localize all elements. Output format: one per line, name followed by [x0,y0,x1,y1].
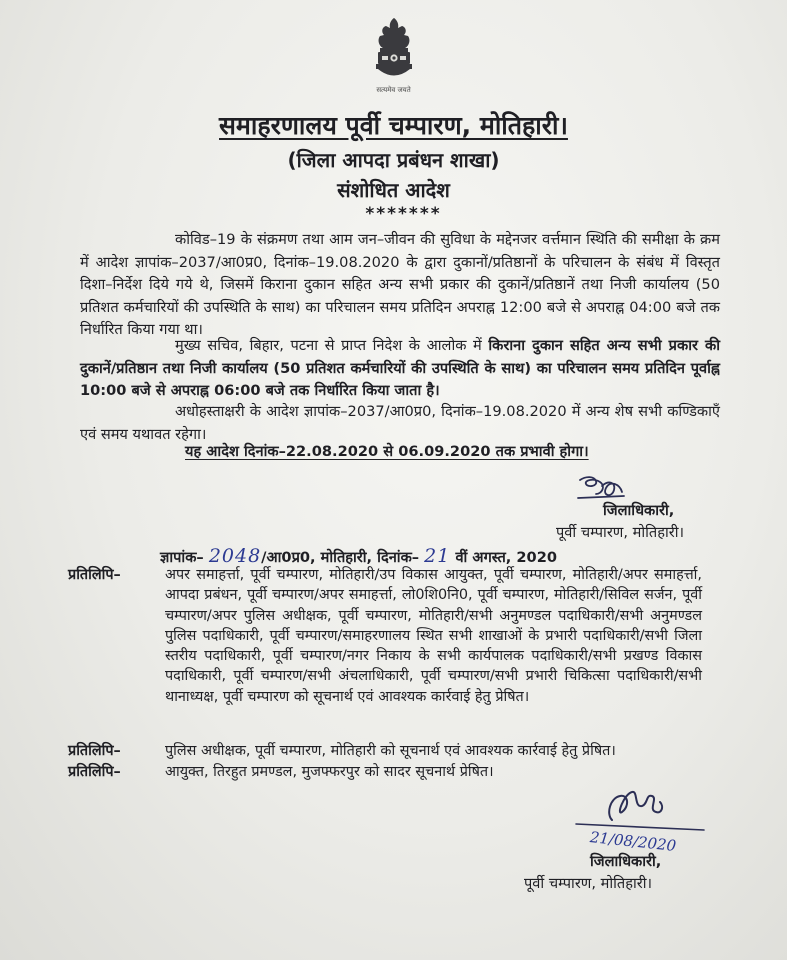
memo-date: वीं अगस्त, 2020 [450,549,558,566]
memo-line [160,545,557,567]
memo-day-handwritten: 21 [424,545,451,567]
separator: ******* [365,204,442,224]
paragraph-2 [80,335,720,403]
effective-period: यह आदेश दिनांक–22.08.2020 से 06.09.2020 तक प्रभावी होगा। [185,443,589,460]
copy-1-label: प्रतिलिपि– [68,567,121,583]
copy-1-text: अपर समाहर्त्ता, पूर्वी चम्पारण, मोतिहारी/उप विकास आयुक्त, पूर्वी चम्पारण, मोतिहारी/अपर समाहर्त्ता, आपदा प्रबंधन, पूर्वी चम्पारण/अपर समाहर्त्ता, लो0शि0नि0, पूर्वी चम्पारण, मोतिहारी/सिविल सर्जन, पूर्वी चम्पारण/अपर पुलिस अधीक्षक, पूर्वी चम्पारण, मोतिहारी/सभी अनुमण्डल पदाधिकारी/सभी अनुमण्डल पुलिस पदाधिकारी, पूर्वी चम्पारण/समाहरणालय स्थित सभी शाखाओं के प्रभारी पदाधिकारी/सभी जिला स्तरीय पदाधिकारी, पूर्वी चम्पारण/नगर निकाय के सभी कार्यपालक पदाधिकारी/सभी प्रखण्ड विकास पदाधिकारी, पूर्वी चम्पारण/सभी अंचलाधिकारी, पूर्वी चम्पारण/सभी प्रभारी चिकित्सा पदाधिकारी/सभी थानाध्यक्ष, पूर्वी चम्पारण को सूचनार्थ एवं आवश्यक कार्रवाई हेतु प्रेषित। [165,567,702,705]
signature-2-designation: जिलाधिकारी, [590,853,662,870]
memo-label: ज्ञापांक– [160,549,204,566]
memo-middle: /आ0प्र0, मोतिहारी, दिनांक– [261,549,420,566]
paragraph-2-bold: किराना दुकान सहित अन्य सभी प्रकार की दुकानें/प्रतिष्ठान तथा निजी कार्यालय (50 प्रतिशत कर्मचारियों की उपस्थिति के साथ) का परिचालन समय प्रतिदिन पूर्वाह्न 10:00 बजे से अपराह्न 06:00 बजे तक निर्धारित किया जाता है। [80,337,720,400]
branch-name: (जिला आपदा प्रबंधन शाखा) [287,148,500,172]
copy-3-text: आयुक्त, तिरहुत प्रमण्डल, मुजफ्फरपुर को सादर सूचनार्थ प्रेषित। [165,764,494,780]
signature-1-place: पूर्वी चम्पारण, मोतिहारी। [556,524,685,541]
national-emblem [366,16,422,86]
copy-2-text: पुलिस अधीक्षक, पूर्वी चम्पारण, मोतिहारी को सूचनार्थ एवं आवश्यक कार्रवाई हेतु प्रेषित। [165,743,616,759]
copy-2-label: प्रतिलिपि– [68,743,121,759]
document-type: संशोधित आदेश [337,178,450,202]
signature-2-place: पूर्वी चम्पारण, मोतिहारी। [524,875,653,892]
copy-3-label: प्रतिलिपि– [68,764,121,780]
memo-number-handwritten: 2048 [208,545,262,567]
paragraph-2-normal: मुख्य सचिव, बिहार, पटना से प्राप्त निदेश के आलोक में [175,337,489,354]
paragraph-3: अधोहस्ताक्षरी के आदेश ज्ञापांक–2037/आ0प्र0, दिनांक–19.08.2020 में अन्य शेष सभी कण्डिकाएँ एवं समय यथावत रहेगा। [80,403,720,443]
emblem-motto: सत्यमेव जयते [376,86,411,94]
signature-1-designation: जिलाधिकारी, [603,502,675,519]
signature-2-handwritten-date: 21/08/2020 [589,828,677,855]
paragraph-1: कोविड–19 के संक्रमण तथा आम जन–जीवन की सुविधा के मद्देनजर वर्त्तमान स्थिति की समीक्षा के क्रम में आदेश ज्ञापांक–2037/आ0प्र0, दिनांक–19.08.2020 के द्वारा दुकानों/प्रतिष्ठानों के परिचालन के संबंध में विस्तृत दिशा–निर्देश दिये गये थे, जिसमें किराना दुकान सहित अन्य सभी प्रकार की दुकानें/प्रतिष्ठानें तथा निजी कार्यालय (50 प्रतिशत कर्मचारियों की उपस्थिति के साथ) का परिचालन समय प्रतिदिन अपराह्न 12:00 बजे से अपराह्न 04:00 बजे तक निर्धारित किया गया था। [80,231,720,339]
signature-2 [572,784,712,834]
office-title-text: समाहरणालय पूर्वी चम्पारण, मोतिहारी। [219,111,568,140]
office-title [0,108,787,142]
